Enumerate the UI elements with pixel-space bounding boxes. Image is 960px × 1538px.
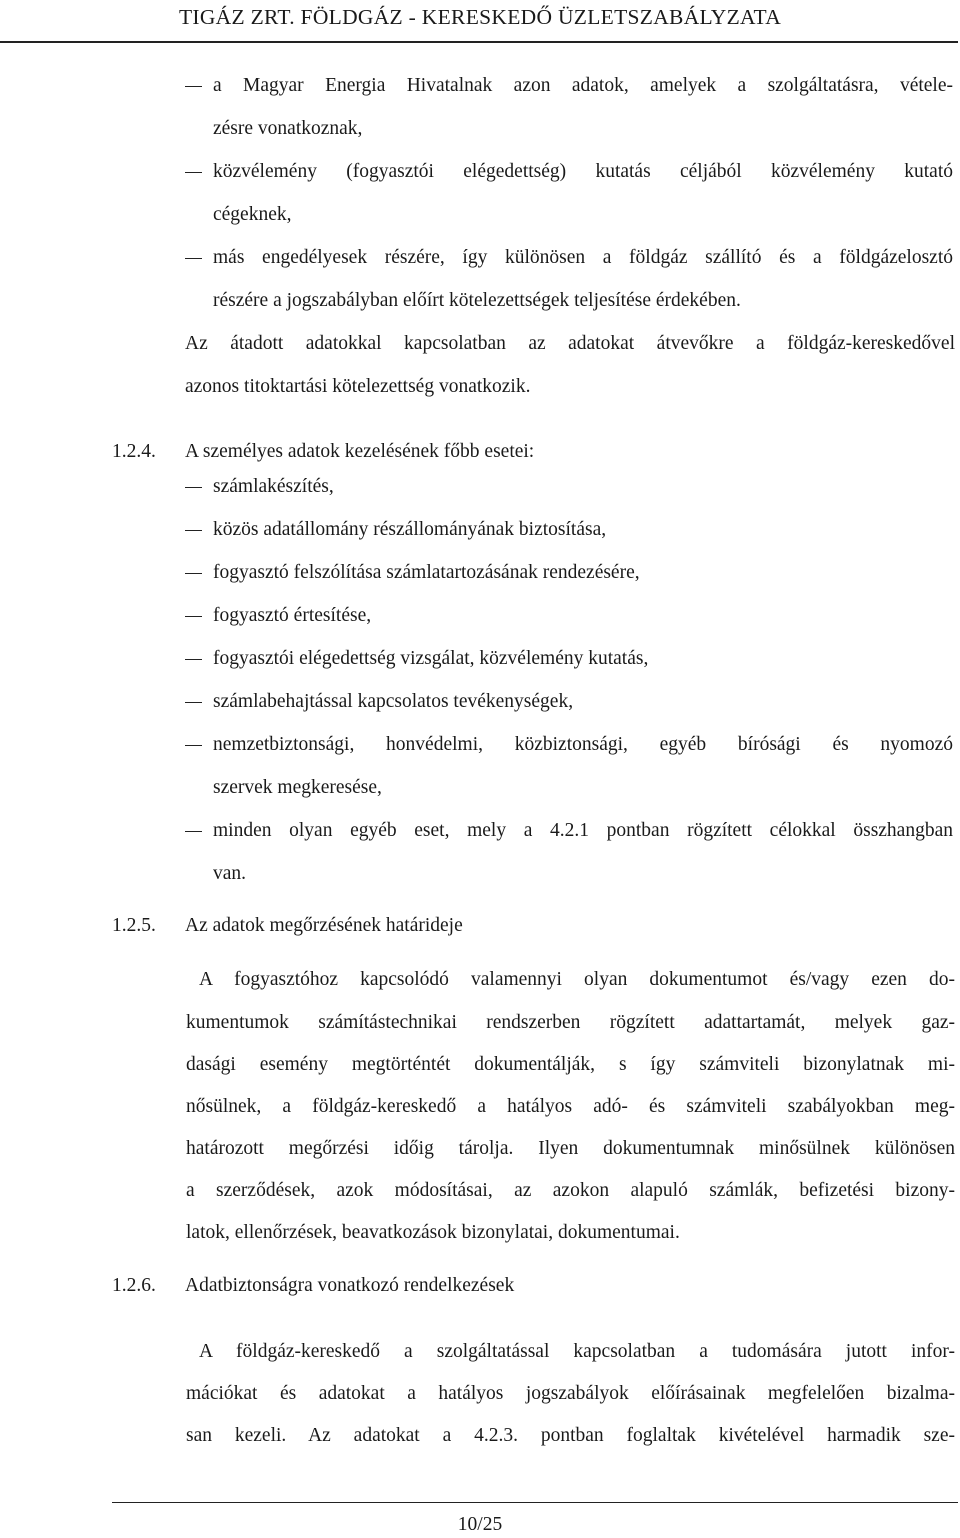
dash-bullet-icon <box>185 487 202 488</box>
list-item-text: más engedélyesek részére, így különösen a földgáz szállító és a földgázelosztó <box>213 247 953 268</box>
list-item-text: fogyasztói elégedettség vizsgálat, közvélemény kutatás, <box>213 648 649 669</box>
list-item-text: részére a jogszabályban előírt kötelezettségek teljesítése érdekében. <box>213 290 741 311</box>
footer-divider <box>112 1502 958 1503</box>
paragraph-text: azonos titoktartási kötelezettség vonatkozik. <box>185 376 531 397</box>
list-item-text: közös adatállomány részállományának biztosítása, <box>213 519 607 540</box>
dash-bullet-icon <box>185 573 202 574</box>
paragraph-text: nősülnek, a földgáz-kereskedő a hatályos adó- és számviteli szabályokban meg- <box>186 1096 955 1117</box>
paragraph-line <box>0 1171 960 1211</box>
list-item-text: van. <box>213 863 247 884</box>
list-item-text: fogyasztó értesítése, <box>213 605 372 626</box>
list-item-text: közvélemény (fogyasztói elégedettség) kutatás céljából közvélemény kutató <box>213 161 953 182</box>
dash-bullet-icon <box>185 172 202 173</box>
list-item-text: fogyasztó felszólítása számlatartozásának rendezésére, <box>213 562 640 583</box>
paragraph-text: latok, ellenőrzések, beavatkozások bizonylatai, dokumentumai. <box>186 1222 680 1243</box>
page-header <box>0 0 960 44</box>
dash-bullet-icon <box>185 530 202 531</box>
dash-bullet-icon <box>185 258 202 259</box>
section-title: A személyes adatok kezelésének főbb esetei: <box>185 441 535 462</box>
paragraph-line <box>0 1332 960 1372</box>
document-title: TIGÁZ ZRT. FÖLDGÁZ - KERESKEDŐ ÜZLETSZABÁLYZATA <box>178 5 782 29</box>
header-divider <box>0 41 958 43</box>
list-item-continuation <box>0 109 960 149</box>
paragraph-text: határozott megőrzési időig tárolja. Ilyen dokumentumnak minősülnek különösen <box>186 1138 955 1159</box>
dash-bullet-icon <box>185 616 202 617</box>
list-item-text: a Magyar Energia Hivatalnak azon adatok, amelyek a szolgáltatásra, vétele- <box>213 75 953 96</box>
paragraph-line <box>0 324 960 364</box>
list-item-text: számlakészítés, <box>213 476 334 497</box>
page-number: 10/25 <box>457 1514 503 1535</box>
list-item-text: cégeknek, <box>213 204 292 225</box>
list-item-continuation <box>0 281 960 321</box>
list-item <box>0 639 960 679</box>
dash-bullet-icon <box>185 86 202 87</box>
paragraph-line <box>0 1087 960 1127</box>
section-number: 1.2.4. <box>112 441 156 462</box>
paragraph-line <box>0 1374 960 1414</box>
section-number: 1.2.6. <box>112 1275 156 1296</box>
paragraph-text: dasági esemény megtörténtét dokumentálják, s így számviteli bizonylatnak mi- <box>186 1054 955 1075</box>
dash-bullet-icon <box>185 702 202 703</box>
list-item-text: zésre vonatkoznak, <box>213 118 363 139</box>
list-item-text: minden olyan egyéb eset, mely a 4.2.1 pontban rögzített célokkal összhangban <box>213 820 953 841</box>
section-heading <box>0 432 960 472</box>
list-item <box>0 553 960 593</box>
list-item <box>0 467 960 507</box>
dash-bullet-icon <box>185 745 202 746</box>
paragraph-line <box>0 960 960 1000</box>
list-item-continuation <box>0 768 960 808</box>
paragraph-text: A földgáz-kereskedő a szolgáltatással kapcsolatban a tudomására jutott infor- <box>199 1341 955 1362</box>
paragraph-text: a szerződések, azok módosításai, az azokon alapuló számlák, befizetési bizony- <box>186 1180 955 1201</box>
dash-bullet-icon <box>185 831 202 832</box>
paragraph-line <box>0 1003 960 1043</box>
section-title: Adatbiztonságra vonatkozó rendelkezések <box>185 1275 515 1296</box>
list-item-continuation <box>0 854 960 894</box>
dash-bullet-icon <box>185 659 202 660</box>
paragraph-line <box>0 1129 960 1169</box>
paragraph-line <box>0 367 960 407</box>
paragraph-line <box>0 1416 960 1456</box>
paragraph-text: A fogyasztóhoz kapcsolódó valamennyi olyan dokumentumot és/vagy ezen do- <box>199 969 955 990</box>
list-item-continuation <box>0 195 960 235</box>
list-item <box>0 725 960 765</box>
paragraph-text: mációkat és adatokat a hatályos jogszabályok előírásainak megfelelően bizalma- <box>186 1383 955 1404</box>
list-item <box>0 238 960 278</box>
list-item <box>0 152 960 192</box>
section-title: Az adatok megőrzésének határideje <box>185 915 463 936</box>
paragraph-line <box>0 1045 960 1085</box>
paragraph-text: kumentumok számítástechnikai rendszerben rögzített adattartamát, melyek gaz- <box>186 1012 955 1033</box>
list-item <box>0 596 960 636</box>
list-item <box>0 811 960 851</box>
paragraph-text: san kezeli. Az adatokat a 4.2.3. pontban foglaltak kivételével harmadik sze- <box>186 1425 955 1446</box>
list-item-text: szervek megkeresése, <box>213 777 382 798</box>
paragraph-text: Az átadott adatokkal kapcsolatban az adatokat átvevőkre a földgáz-kereskedővel <box>185 333 955 354</box>
list-item <box>0 510 960 550</box>
list-item <box>0 682 960 722</box>
list-item <box>0 66 960 106</box>
list-item-text: nemzetbiztonsági, honvédelmi, közbiztonsági, egyéb bírósági és nyomozó <box>213 734 953 755</box>
section-heading <box>0 1266 960 1306</box>
section-number: 1.2.5. <box>112 915 156 936</box>
list-item-text: számlabehajtással kapcsolatos tevékenységek, <box>213 691 574 712</box>
paragraph-line <box>0 1213 960 1253</box>
section-heading <box>0 906 960 946</box>
